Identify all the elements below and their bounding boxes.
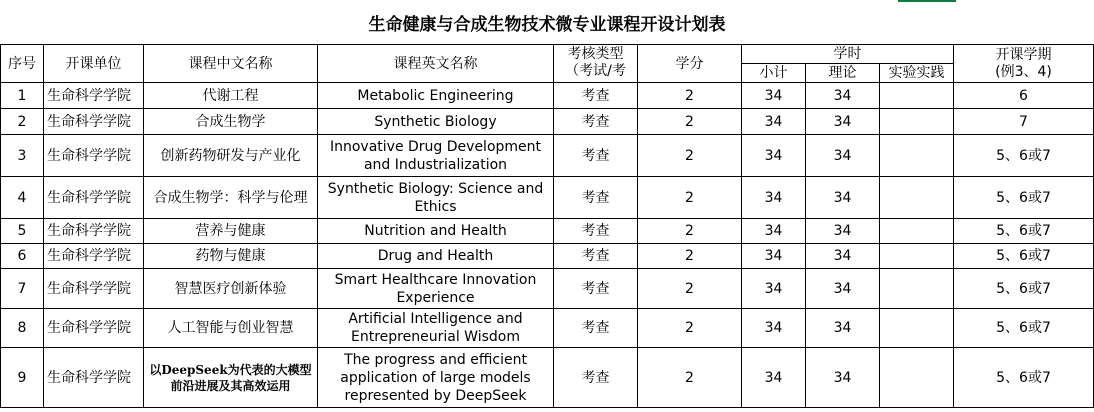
cell-name-cn[interactable]: 智慧医疗创新体验	[144, 269, 318, 309]
cell-hours-theory[interactable]: 34	[806, 83, 880, 109]
cell-hours-theory[interactable]: 34	[806, 109, 880, 135]
cell-unit[interactable]: 生命科学学院	[44, 177, 144, 219]
table-row	[1, 177, 1094, 219]
cell-credit[interactable]: 2	[638, 135, 742, 177]
table-row	[1, 309, 1094, 348]
cell-unit[interactable]: 生命科学学院	[44, 244, 144, 269]
cell-name-cn[interactable]: 营养与健康	[144, 219, 318, 244]
table-row	[1, 219, 1094, 244]
cell-name-en[interactable]: The progress and efficient application of large models represented by DeepSeek	[318, 348, 554, 408]
cell-unit[interactable]: 生命科学学院	[44, 309, 144, 348]
cell-name-en[interactable]: Metabolic Engineering	[318, 83, 554, 109]
header-credit[interactable]: 学分	[638, 45, 742, 83]
cell-semester[interactable]: 5、6或7	[954, 244, 1094, 269]
cell-assess[interactable]: 考查	[554, 83, 638, 109]
header-hours-total[interactable]: 小计	[742, 64, 806, 83]
cell-credit[interactable]: 2	[638, 244, 742, 269]
cell-assess[interactable]: 考查	[554, 309, 638, 348]
cell-hours-theory[interactable]: 34	[806, 177, 880, 219]
cell-assess[interactable]: 考查	[554, 244, 638, 269]
cell-hours-theory[interactable]: 34	[806, 269, 880, 309]
cell-name-en[interactable]: Nutrition and Health	[318, 219, 554, 244]
cell-hours-practice[interactable]	[880, 177, 954, 219]
cell-index[interactable]: 8	[1, 309, 44, 348]
cell-semester[interactable]: 5、6或7	[954, 177, 1094, 219]
cell-hours-practice[interactable]	[880, 269, 954, 309]
cell-semester[interactable]: 6	[954, 83, 1094, 109]
header-unit[interactable]: 开课单位	[44, 45, 144, 83]
cell-credit[interactable]: 2	[638, 177, 742, 219]
header-name-cn[interactable]: 课程中文名称	[144, 45, 318, 83]
cell-hours-theory[interactable]: 34	[806, 244, 880, 269]
cell-name-cn[interactable]: 合成生物学：科学与伦理	[144, 177, 318, 219]
cell-unit[interactable]: 生命科学学院	[44, 269, 144, 309]
header-hours-theory[interactable]: 理论	[806, 64, 880, 83]
cell-assess[interactable]: 考查	[554, 219, 638, 244]
cell-semester[interactable]: 5、6或7	[954, 309, 1094, 348]
cell-index[interactable]: 9	[1, 348, 44, 408]
cell-hours-practice[interactable]	[880, 244, 954, 269]
header-assess-type[interactable]: 考核类型（考试/考	[554, 45, 638, 83]
cell-assess[interactable]: 考查	[554, 348, 638, 408]
table-row	[1, 135, 1094, 177]
cell-name-cn[interactable]: 药物与健康	[144, 244, 318, 269]
header-semester-line1: 开课学期	[995, 46, 1052, 63]
cell-unit[interactable]: 生命科学学院	[44, 348, 144, 408]
page-title: 生命健康与合成生物技术微专业课程开设计划表	[368, 15, 726, 35]
cell-hours-practice[interactable]	[880, 109, 954, 135]
cell-semester[interactable]: 5、6或7	[954, 348, 1094, 408]
cell-index[interactable]: 4	[1, 177, 44, 219]
header-semester-line2: (例3、4)	[995, 63, 1052, 80]
cell-hours-theory[interactable]: 34	[806, 309, 880, 348]
cell-hours-total[interactable]: 34	[742, 219, 806, 244]
cell-name-en[interactable]: Synthetic Biology: Science and Ethics	[318, 177, 554, 219]
cell-credit[interactable]: 2	[638, 109, 742, 135]
cell-unit[interactable]: 生命科学学院	[44, 109, 144, 135]
header-hours-practice[interactable]: 实验实践	[880, 64, 954, 83]
cell-name-cn[interactable]: 创新药物研发与产业化	[144, 135, 318, 177]
cell-name-en[interactable]: Synthetic Biology	[318, 109, 554, 135]
table-row	[1, 83, 1094, 109]
cell-assess[interactable]: 考查	[554, 135, 638, 177]
cell-index[interactable]: 1	[1, 83, 44, 109]
header-semester[interactable]	[954, 45, 1094, 83]
cell-hours-theory[interactable]: 34	[806, 219, 880, 244]
cell-assess[interactable]: 考查	[554, 269, 638, 309]
cell-hours-total[interactable]: 34	[742, 269, 806, 309]
table-row	[1, 348, 1094, 408]
cell-unit[interactable]: 生命科学学院	[44, 135, 144, 177]
cell-semester[interactable]: 5、6或7	[954, 219, 1094, 244]
header-hours[interactable]: 学时	[742, 45, 954, 64]
cell-hours-practice[interactable]	[880, 219, 954, 244]
cell-hours-practice[interactable]	[880, 309, 954, 348]
cell-credit[interactable]: 2	[638, 219, 742, 244]
cell-semester[interactable]: 7	[954, 109, 1094, 135]
table-row	[1, 109, 1094, 135]
cell-credit[interactable]: 2	[638, 83, 742, 109]
cell-name-en[interactable]: Drug and Health	[318, 244, 554, 269]
cell-assess[interactable]: 考查	[554, 109, 638, 135]
course-plan-table	[0, 44, 1094, 408]
cell-index[interactable]: 2	[1, 109, 44, 135]
cell-hours-total[interactable]: 34	[742, 83, 806, 109]
cell-name-cn[interactable]: 合成生物学	[144, 109, 318, 135]
cell-hours-total[interactable]: 34	[742, 135, 806, 177]
cell-index[interactable]: 5	[1, 219, 44, 244]
cell-semester[interactable]: 5、6或7	[954, 135, 1094, 177]
table-row	[1, 244, 1094, 269]
cell-credit[interactable]: 2	[638, 309, 742, 348]
cell-semester[interactable]: 5、6或7	[954, 269, 1094, 309]
cell-name-cn[interactable]: 代谢工程	[144, 83, 318, 109]
table-row	[1, 269, 1094, 309]
cell-hours-theory[interactable]: 34	[806, 348, 880, 408]
cell-hours-total[interactable]: 34	[742, 348, 806, 408]
cell-name-cn[interactable]: 以DeepSeek为代表的大模型前沿进展及其高效运用	[144, 348, 318, 408]
cell-assess[interactable]: 考查	[554, 177, 638, 219]
cell-unit[interactable]: 生命科学学院	[44, 83, 144, 109]
cell-name-en[interactable]: Artificial Intelligence and Entrepreneurial Wisdom	[318, 309, 554, 348]
cell-hours-practice[interactable]	[880, 348, 954, 408]
cell-index[interactable]: 6	[1, 244, 44, 269]
cell-credit[interactable]: 2	[638, 348, 742, 408]
active-cell-indicator	[898, 0, 956, 2]
cell-index[interactable]: 7	[1, 269, 44, 309]
cell-hours-total[interactable]: 34	[742, 177, 806, 219]
cell-credit[interactable]: 2	[638, 269, 742, 309]
cell-name-en[interactable]: Innovative Drug Development and Industrialization	[318, 135, 554, 177]
header-name-en[interactable]: 课程英文名称	[318, 45, 554, 83]
cell-hours-practice[interactable]	[880, 135, 954, 177]
cell-name-cn[interactable]: 人工智能与创业智慧	[144, 309, 318, 348]
cell-hours-total[interactable]: 34	[742, 109, 806, 135]
cell-hours-total[interactable]: 34	[742, 309, 806, 348]
cell-index[interactable]: 3	[1, 135, 44, 177]
cell-name-en[interactable]: Smart Healthcare Innovation Experience	[318, 269, 554, 309]
header-index[interactable]: 序号	[1, 45, 44, 83]
cell-hours-total[interactable]: 34	[742, 244, 806, 269]
cell-hours-practice[interactable]	[880, 83, 954, 109]
cell-unit[interactable]: 生命科学学院	[44, 219, 144, 244]
cell-hours-theory[interactable]: 34	[806, 135, 880, 177]
